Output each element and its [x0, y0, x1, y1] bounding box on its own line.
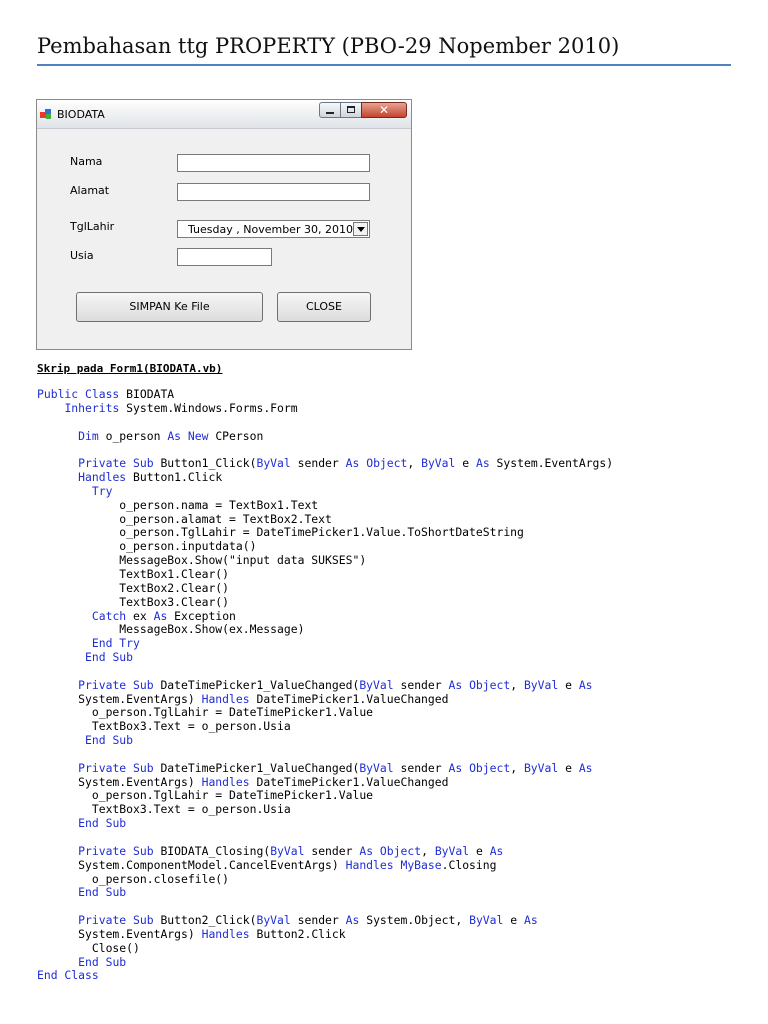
- code-keyword: As: [475, 456, 490, 471]
- code-line: [37, 622, 304, 636]
- code-text: Button2_Click(: [153, 913, 257, 928]
- code-text: System.ComponentModel.CancelEventArgs): [37, 857, 346, 872]
- code-text: [37, 955, 78, 969]
- chevron-down-icon: [357, 227, 365, 232]
- code-line: [37, 955, 126, 969]
- code-caption: Skrip pada Form1(BIODATA.vb): [37, 362, 223, 375]
- code-line: [37, 927, 346, 941]
- code-keyword: As Object: [448, 677, 511, 692]
- code-text: DateTimePicker1.ValueChanged: [249, 691, 449, 706]
- code-keyword: Handles MyBase: [345, 857, 442, 872]
- code-line: [37, 858, 497, 872]
- code-line: [37, 968, 99, 982]
- code-text: o_person.nama = TextBox1.Text: [37, 497, 319, 512]
- usia-textbox[interactable]: [177, 248, 272, 266]
- code-line: [37, 498, 318, 512]
- maximize-button[interactable]: [340, 102, 362, 118]
- code-keyword: ByVal: [434, 843, 470, 858]
- code-text: [37, 678, 78, 692]
- app-icon: [40, 109, 52, 119]
- code-text: [37, 844, 78, 858]
- code-text: DateTimePicker1_ValueChanged(: [153, 760, 360, 775]
- code-text: o_person: [98, 428, 168, 443]
- code-text: ,: [421, 843, 435, 858]
- title-rule: [37, 64, 731, 66]
- code-text: [37, 885, 78, 899]
- code-line: [37, 512, 332, 526]
- window-close-button[interactable]: [361, 102, 407, 118]
- code-text: sender: [393, 677, 449, 692]
- code-text: Button1.Click: [126, 470, 223, 485]
- code-text: o_person.alamat = TextBox2.Text: [37, 511, 332, 526]
- code-line: [37, 456, 613, 470]
- code-text: TextBox2.Clear(): [37, 580, 230, 595]
- code-text: TextBox1.Clear(): [37, 566, 230, 581]
- code-text: e: [455, 456, 476, 471]
- code-text: ex: [126, 608, 154, 623]
- code-text: Button2.Click: [249, 926, 346, 941]
- code-keyword: ByVal: [359, 760, 394, 775]
- code-text: Button1_Click(: [153, 456, 257, 471]
- code-text: o_person.TglLahir = DateTimePicker1.Value: [37, 705, 374, 720]
- code-text: [37, 484, 92, 498]
- code-text: e: [503, 913, 524, 928]
- code-keyword: As: [578, 760, 593, 775]
- code-keyword: Handles: [201, 691, 250, 706]
- document-title: Pembahasan ttg PROPERTY (PBO-29 Nopember 2010): [37, 34, 620, 58]
- code-text: sender: [290, 913, 346, 928]
- code-keyword: End Sub: [78, 816, 127, 831]
- code-text: MessageBox.Show("input data SUKSES"): [37, 553, 367, 568]
- code-line: [37, 567, 229, 581]
- code-text: System.Object,: [359, 913, 470, 928]
- code-text: System.EventArgs): [489, 456, 614, 471]
- code-keyword: As Object: [448, 760, 511, 775]
- date-value: Tuesday , November 30, 2010: [188, 223, 353, 236]
- code-line: [37, 636, 140, 650]
- code-line: [37, 387, 174, 401]
- code-text: System.EventArgs): [37, 691, 202, 706]
- code-line: [37, 761, 593, 775]
- code-line: [37, 525, 524, 539]
- code-text: DateTimePicker1_ValueChanged(: [153, 677, 360, 692]
- code-text: e: [558, 677, 579, 692]
- code-keyword: As: [489, 843, 504, 858]
- code-line: [37, 595, 229, 609]
- minimize-icon: [326, 112, 334, 114]
- code-text: [37, 609, 92, 623]
- code-line: [37, 733, 133, 747]
- maximize-icon: [347, 106, 355, 113]
- code-line: [37, 429, 263, 443]
- code-line: [37, 539, 256, 553]
- code-line: [37, 775, 448, 789]
- code-line: [37, 470, 222, 484]
- code-text: e: [469, 843, 490, 858]
- code-keyword: End Sub: [85, 733, 134, 748]
- biodata-window: [36, 99, 412, 350]
- code-listing: [37, 388, 613, 983]
- code-text: TextBox3.Text = o_person.Usia: [37, 719, 291, 734]
- code-line: [37, 650, 133, 664]
- code-keyword: Private Sub: [78, 760, 154, 775]
- code-keyword: End Sub: [78, 885, 127, 900]
- window-title-bar[interactable]: [37, 100, 411, 129]
- code-text: TextBox3.Clear(): [37, 594, 230, 609]
- code-text: [37, 429, 78, 443]
- code-keyword: As: [153, 608, 168, 623]
- code-text: System.EventArgs): [37, 926, 202, 941]
- code-keyword: ByVal: [359, 677, 394, 692]
- code-keyword: As New: [167, 428, 209, 443]
- code-line: [37, 581, 229, 595]
- code-keyword: End Sub: [78, 954, 127, 969]
- code-line: [37, 788, 373, 802]
- code-keyword: Catch: [91, 608, 127, 623]
- code-keyword: As: [523, 913, 538, 928]
- code-text: sender: [393, 760, 449, 775]
- alamat-textbox[interactable]: [177, 183, 370, 201]
- code-text: [37, 650, 85, 664]
- window-title: BIODATA: [57, 108, 105, 121]
- code-keyword: Private Sub: [78, 913, 154, 928]
- code-text: o_person.TglLahir = DateTimePicker1.Value: [37, 788, 374, 803]
- nama-textbox[interactable]: [177, 154, 370, 172]
- date-dropdown-button[interactable]: [353, 222, 368, 236]
- code-text: [37, 761, 78, 775]
- code-keyword: ByVal: [523, 760, 559, 775]
- code-keyword: As: [578, 677, 593, 692]
- code-text: o_person.inputdata(): [37, 539, 257, 554]
- code-keyword: Private Sub: [78, 843, 154, 858]
- code-line: [37, 802, 291, 816]
- minimize-button[interactable]: [319, 102, 341, 118]
- code-keyword: Handles: [201, 774, 250, 789]
- code-keyword: End Sub: [85, 650, 134, 665]
- code-keyword: Private Sub: [78, 456, 154, 471]
- code-text: [37, 913, 78, 927]
- code-text: sender: [304, 843, 360, 858]
- code-text: System.Windows.Forms.Form: [119, 400, 298, 415]
- code-text: .Closing: [441, 857, 497, 872]
- code-line: [37, 885, 126, 899]
- close-icon: ✕: [379, 103, 390, 117]
- code-keyword: ByVal: [256, 456, 291, 471]
- code-line: [37, 844, 503, 858]
- code-keyword: ByVal: [256, 913, 291, 928]
- code-keyword: Try: [91, 483, 113, 498]
- label-usia: Usia: [70, 249, 94, 262]
- code-text: [37, 733, 85, 747]
- code-keyword: ByVal: [469, 913, 504, 928]
- code-text: e: [558, 760, 579, 775]
- code-text: ,: [510, 677, 524, 692]
- code-text: ,: [510, 760, 524, 775]
- code-text: TextBox3.Text = o_person.Usia: [37, 802, 291, 817]
- code-line: [37, 816, 126, 830]
- code-keyword: Handles: [78, 470, 127, 485]
- code-line: [37, 705, 373, 719]
- code-line: [37, 678, 593, 692]
- code-text: o_person.closefile(): [37, 871, 230, 886]
- code-keyword: End Try: [91, 636, 140, 651]
- code-line: [37, 941, 140, 955]
- code-text: DateTimePicker1.ValueChanged: [249, 774, 449, 789]
- code-text: MessageBox.Show(ex.Message): [37, 622, 305, 637]
- code-keyword: Inherits: [64, 400, 120, 415]
- code-text: ,: [407, 456, 422, 471]
- code-keyword: As Object: [359, 843, 422, 858]
- code-keyword: As Object: [345, 456, 408, 471]
- code-text: BIODATA_Closing(: [153, 843, 271, 858]
- simpan-button[interactable]: SIMPAN Ke File: [76, 292, 263, 322]
- code-text: [37, 401, 64, 415]
- code-keyword: ByVal: [270, 843, 305, 858]
- code-line: [37, 872, 229, 886]
- code-text: BIODATA: [119, 387, 175, 401]
- code-text: o_person.TglLahir = DateTimePicker1.Value.ToShortDateString: [37, 525, 524, 540]
- code-keyword: Private Sub: [78, 677, 154, 692]
- code-text: System.EventArgs): [37, 774, 202, 789]
- code-text: Close(): [37, 940, 140, 955]
- label-tgllahir: TglLahir: [70, 220, 115, 233]
- code-text: [37, 456, 78, 470]
- code-line: [37, 913, 538, 927]
- code-text: [37, 636, 92, 650]
- code-keyword: Handles: [201, 926, 250, 941]
- code-keyword: End Class: [37, 968, 99, 983]
- code-keyword: Dim: [78, 428, 99, 443]
- tgllahir-date-picker[interactable]: [177, 220, 370, 238]
- code-keyword: ByVal: [421, 456, 456, 471]
- code-keyword: ByVal: [523, 677, 559, 692]
- code-keyword: Public Class: [37, 387, 120, 401]
- code-keyword: As: [345, 913, 360, 928]
- code-text: [37, 816, 78, 830]
- close-button[interactable]: CLOSE: [277, 292, 371, 322]
- code-text: sender: [290, 456, 346, 471]
- code-line: [37, 401, 298, 415]
- code-line: [37, 692, 448, 706]
- label-alamat: Alamat: [70, 184, 110, 197]
- code-text: CPerson: [208, 428, 264, 443]
- code-line: [37, 609, 236, 623]
- code-text: Exception: [167, 608, 236, 623]
- code-line: [37, 484, 112, 498]
- label-nama: Nama: [70, 155, 103, 168]
- code-line: [37, 719, 291, 733]
- code-line: [37, 553, 366, 567]
- code-text: [37, 470, 78, 484]
